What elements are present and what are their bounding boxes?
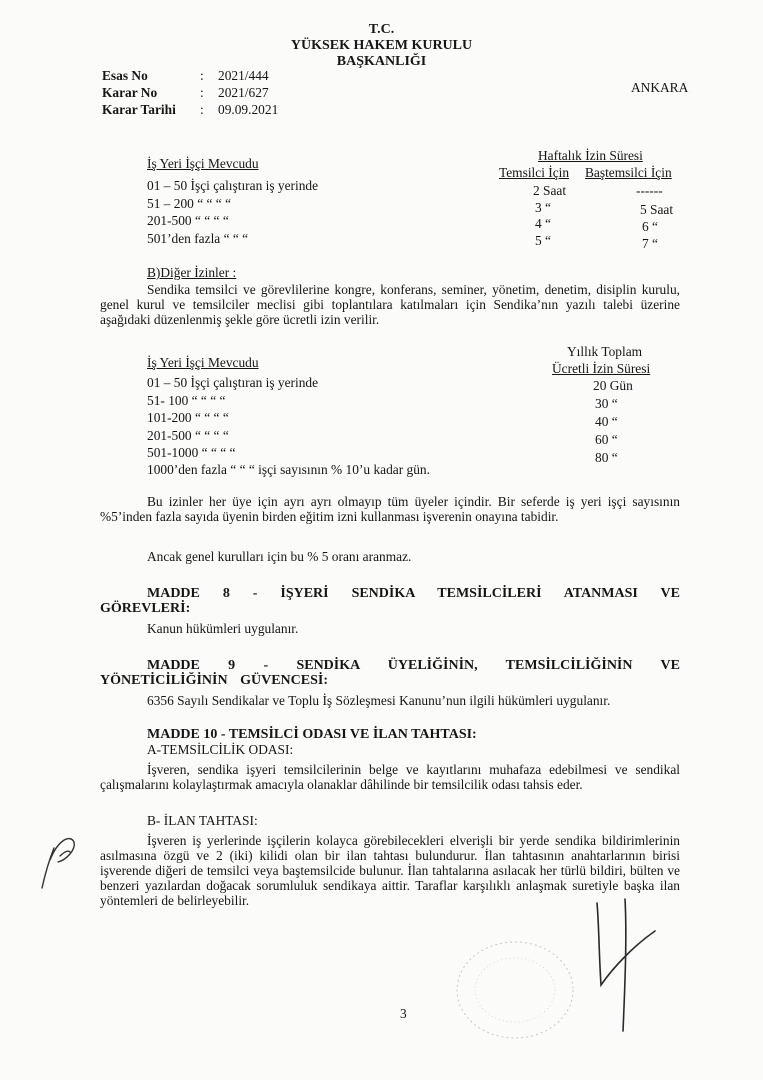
weekly-right-title: Haftalık İzin Süresi — [538, 148, 643, 163]
annual-row-label: 01 – 50 İşçi çalıştıran iş yerinde — [147, 375, 319, 390]
annual-col-header: İş Yeri İşçi Mevcudu — [147, 355, 259, 370]
madde10-a-text: İşveren, sendika işyeri temsilcilerinin belge ve kayıtlarını muhafaza edebilmesi ve sendikal çalışmalarını kolaylaştırmak amacıyla olanaklar dâhilinde bir temsilcilik odası tahsis eder. — [100, 762, 680, 792]
annual-right-subtitle: Ücretli İzin Süresi — [552, 361, 651, 376]
meta-label: Karar Tarihi — [102, 102, 176, 117]
weekly-col-header: İş Yeri İşçi Mevcudu — [147, 156, 259, 171]
leave-note-paragraph: Bu izinler her üye için ayrı ayrı olmayıp tüm üyeler içindir. Bir seferde iş yeri işçi sayısının %5’inden fazla sayıda üyenin birden eğitim izni kullanması işverenin onayına tabidir. — [100, 494, 680, 524]
meta-value: 2021/444 — [218, 68, 269, 83]
weekly-temsilci-value: 4 “ — [535, 216, 551, 231]
annual-row-label: 201-500 “ “ “ “ — [147, 428, 229, 443]
weekly-bastemsilci-value: 7 “ — [642, 236, 658, 251]
meta-value: 09.09.2021 — [218, 102, 279, 117]
meta-colon: : — [200, 85, 204, 100]
madde8-text: Kanun hükümleri uygulanır. — [147, 621, 299, 636]
annual-row-label: 1000’den fazla “ “ “ işçi sayısının % 10’u kadar gün. — [147, 462, 430, 477]
handwritten-initial-mark — [36, 830, 84, 890]
madde9-text: 6356 Sayılı Sendikalar ve Toplu İş Sözleşmesi Kanunu’nun ilgili hükümleri uygulanır. — [147, 693, 611, 708]
annual-row-label: 101-200 “ “ “ “ — [147, 410, 229, 425]
madde10-a-title: A-TEMSİLCİLİK ODASI: — [147, 742, 294, 757]
city: ANKARA — [631, 80, 689, 95]
annual-value: 40 “ — [595, 414, 618, 429]
other-leave-heading-text: B)Diğer İzinler : — [147, 265, 237, 280]
handwritten-signature — [585, 895, 665, 1035]
annual-right-title: Yıllık Toplam — [567, 344, 643, 359]
page-number: 3 — [400, 1006, 407, 1021]
leave-note-exception: Ancak genel kurulları için bu % 5 oranı aranmaz. — [147, 549, 412, 564]
weekly-temsilci-value: 3 “ — [535, 200, 551, 215]
weekly-row-label: 201-500 “ “ “ “ — [147, 213, 229, 228]
madde8-title: MADDE 8 - İŞYERİ SENDİKA TEMSİLCİLERİ ATANMASI VE GÖREVLERİ: — [100, 586, 680, 616]
annual-value: 20 Gün — [593, 378, 633, 393]
meta-label: Esas No — [102, 68, 148, 83]
meta-value: 2021/627 — [218, 85, 269, 100]
annual-row-label: 51- 100 “ “ “ “ — [147, 393, 226, 408]
meta-colon: : — [200, 102, 204, 117]
weekly-bastemsilci-header: Baştemsilci İçin — [585, 165, 672, 180]
weekly-temsilci-value: 5 “ — [535, 233, 551, 248]
header-court: YÜKSEK HAKEM KURULU — [290, 38, 473, 53]
header-tc: T.C. — [368, 22, 395, 37]
weekly-row-label: 51 – 200 “ “ “ “ — [147, 196, 232, 211]
weekly-row-label: 501’den fazla “ “ “ — [147, 231, 249, 246]
madde9-title: MADDE 9 - SENDİKA ÜYELİĞİNİN, TEMSİLCİLİĞİNİN VE YÖNETİCİLİĞİNİN GÜVENCESİ: — [100, 658, 680, 688]
annual-row-label: 501-1000 “ “ “ “ — [147, 445, 236, 460]
annual-value: 60 “ — [595, 432, 618, 447]
annual-value: 30 “ — [595, 396, 618, 411]
madde10-title: MADDE 10 - TEMSİLCİ ODASI VE İLAN TAHTASI: — [147, 727, 477, 742]
header-presidency: BAŞKANLIĞI — [336, 54, 427, 69]
faint-seal-stamp — [450, 935, 580, 1045]
weekly-temsilci-value: 2 Saat — [533, 183, 567, 198]
meta-label: Karar No — [102, 85, 158, 100]
other-leave-heading — [147, 265, 236, 280]
madde10-b-title: B- İLAN TAHTASI: — [147, 813, 258, 828]
annual-value: 80 “ — [595, 450, 618, 465]
meta-colon: : — [200, 68, 204, 83]
weekly-bastemsilci-value: 6 “ — [642, 219, 658, 234]
weekly-bastemsilci-value: ------ — [636, 183, 663, 198]
weekly-temsilci-header: Temsilci İçin — [499, 165, 570, 180]
other-leave-paragraph: Sendika temsilci ve görevlilerine kongre, konferans, seminer, yönetim, denetim, disiplin kurulu, genel kurul ve temsilciler meclisi gibi toplantılara katılmaları için Sendika’nın yazılı talebi üzerine aşağıdaki düzenlenmiş şekle göre ücretli izin verilir. — [100, 282, 680, 327]
weekly-bastemsilci-value: 5 Saat — [640, 202, 674, 217]
weekly-row-label: 01 – 50 İşçi çalıştıran iş yerinde — [147, 178, 319, 193]
madde10-b-text: İşveren iş yerlerinde işçilerin kolayca görebilecekleri elverişli bir yerde sendika bildirimlerinin asılmasına özgü ve 2 (iki) kilidi olan bir ilan tahtası bulundurur. İlan tahtasının anahtarlarının birisi işverende diğeri de temsilci veya baştemsilcide bulunur. İlan tahtalarına asılacak her türlü bildiri, bülten ve benzeri yazılardan doğacak sorumluluk sendikaya aittir. Taraflar karşılıklı anlaşmak suretiyle başka ilan yöntemleri de belirleyebilir. — [100, 833, 680, 908]
